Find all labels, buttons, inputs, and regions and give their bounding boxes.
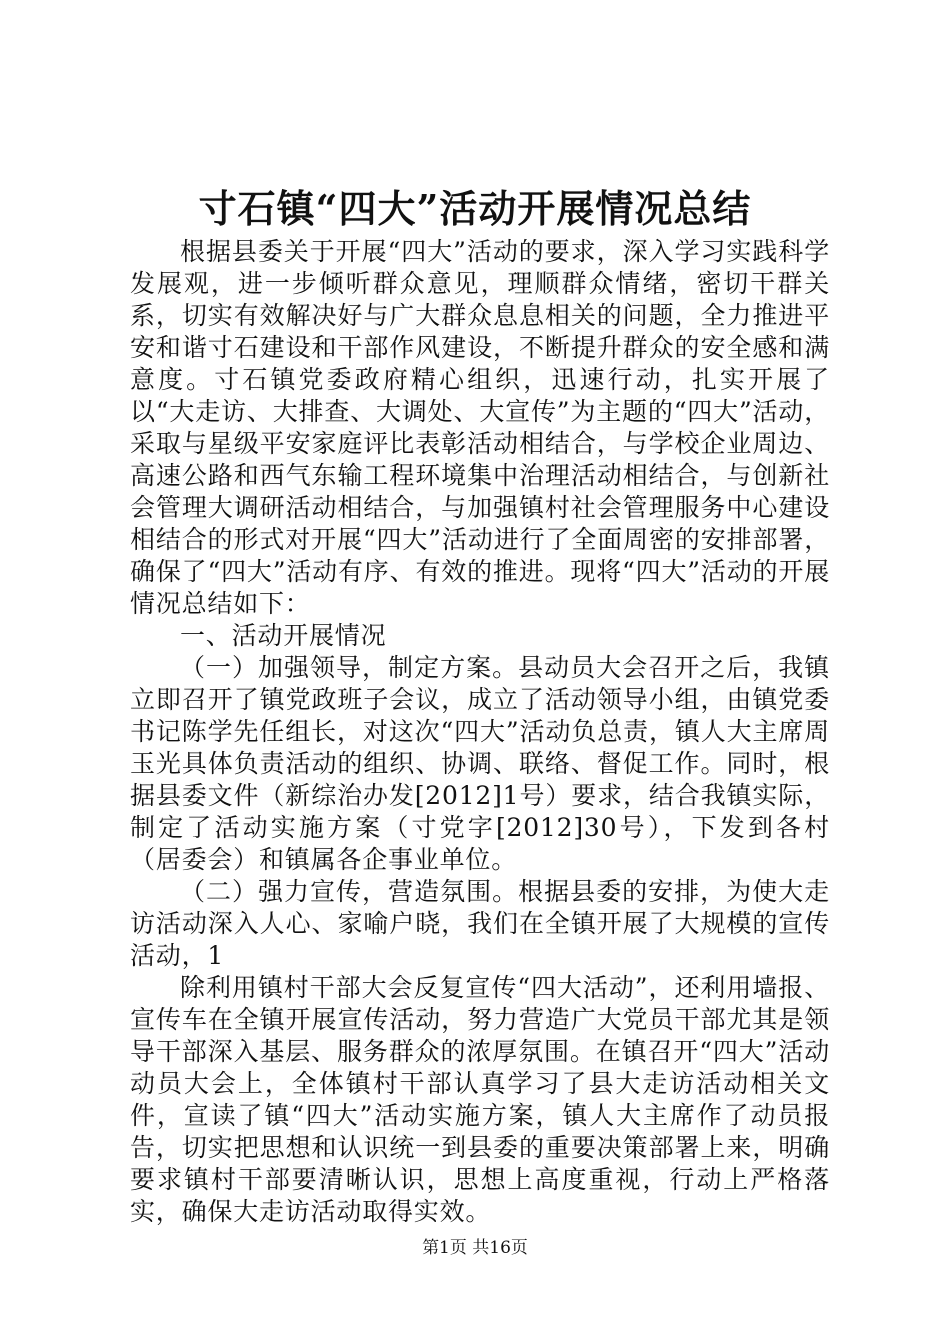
body-paragraph: 除利用镇村干部大会反复宣传“四大活动”，还利用墙报、宣传车在全镇开展宣传活动，努力营造广大党员干部尤其是领导干部深入基层、服务群众的浓厚氛围。在镇召开“四大”活动动员大会上，全体镇村干部认真学习了县大走访活动相关文件，宣读了镇“四大”活动实施方案，镇人大主席作了动员报告，切实把思想和认识统一到县委的重要决策部署上来，明确要求镇村干部要清晰认识，思想上高度重视，行动上严格落实，确保大走访活动取得实效。 xyxy=(130,973,830,1226)
document-body xyxy=(130,236,830,1228)
subsection-paragraph-1: （一）加强领导，制定方案。县动员大会召开之后，我镇立即召开了镇党政班子会议，成立了活动领导小组，由镇党委书记陈学先任组长，对这次“四大”活动负总责，镇人大主席周玉光具体负责活动的组织、协调、联络、督促工作。同时，根据县委文件（新综治办发[2012]1号）要求，结合我镇实际，制定了活动实施方案（寸党字[2012]30号），下发到各村（居委会）和镇属各企事业单位。 xyxy=(130,653,830,874)
subsection-paragraph-2: （二）强力宣传，营造氛围。根据县委的安排，为使大走访活动深入人心、家喻户晓，我们在全镇开展了大规模的宣传活动，1 xyxy=(130,877,830,970)
intro-paragraph: 根据县委关于开展“四大”活动的要求，深入学习实践科学发展观，进一步倾听群众意见，理顺群众情绪，密切干群关系，切实有效解决好与广大群众息息相关的问题，全力推进平安和谐寸石建设和干部作风建设，不断提升群众的安全感和满意度。寸石镇党委政府精心组织，迅速行动，扎实开展了以“大走访、大排查、大调处、大宣传”为主题的“四大”活动，采取与星级平安家庭评比表彰活动相结合，与学校企业周边、高速公路和西气东输工程环境集中治理活动相结合，与创新社会管理大调研活动相结合，与加强镇村社会管理服务中心建设相结合的形式对开展“四大”活动进行了全面周密的安排部署，确保了“四大”活动有序、有效的推进。现将“四大”活动的开展情况总结如下： xyxy=(130,237,830,618)
section-heading: 一、活动开展情况 xyxy=(180,621,387,650)
page-footer: 第1页 共16页 xyxy=(422,1238,528,1258)
document-title: 寸石镇“四大”活动开展情况总结 xyxy=(198,186,752,231)
